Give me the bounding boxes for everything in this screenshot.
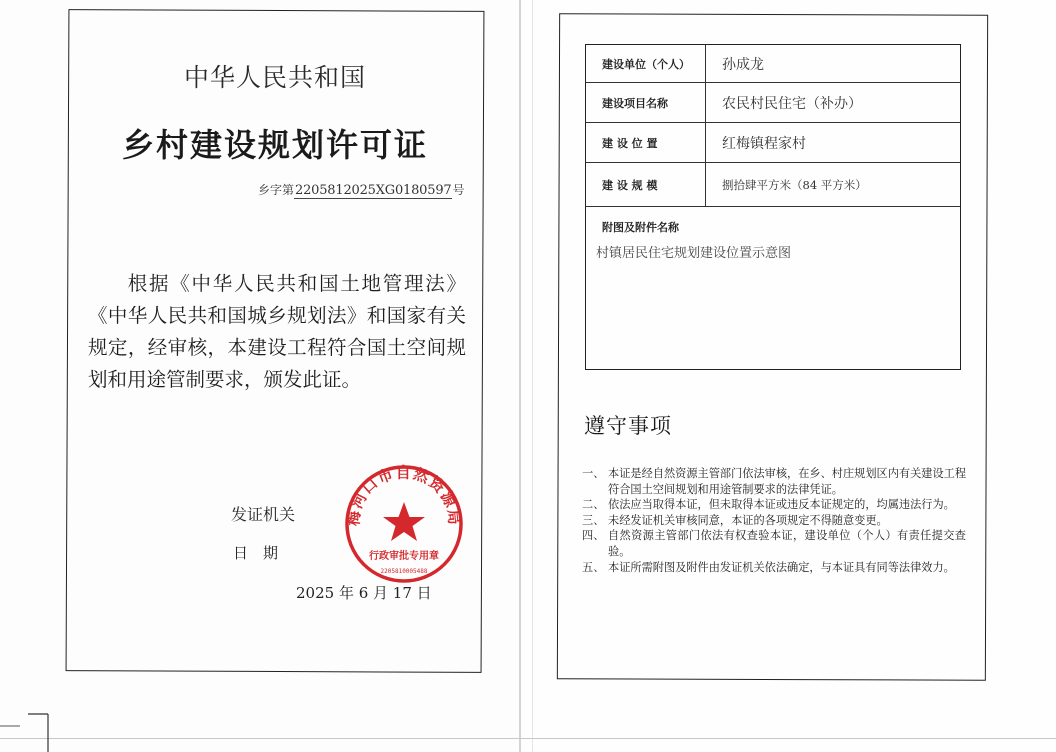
table-row [586, 45, 960, 83]
location-label: 建 设 位 置 [586, 123, 706, 162]
rule-item [582, 528, 966, 559]
date-label-char-1: 日 [233, 544, 249, 562]
builder-value: 孙成龙 [722, 56, 764, 73]
date-label [233, 542, 293, 563]
rule-item [582, 466, 966, 497]
rule-number: 二、 [582, 498, 605, 512]
project-name-value: 农民村民住宅（补办） [722, 95, 862, 112]
issuing-authority-label: 发证机关 [231, 505, 296, 524]
rule-item [582, 513, 966, 529]
rule-number: 一、 [582, 467, 605, 480]
rule-number: 五、 [582, 560, 605, 574]
rule-text: 未经发证机关审核同意，本证的各项规定不得随意变更。 [608, 513, 888, 527]
rule-text: 本证是经自然资源主管部门依法审核，在乡、村庄规划区内有关建设工程符合国土空间规划和用途管制要求的法律凭证。 [608, 467, 967, 496]
seal-star-icon [383, 502, 425, 541]
cert-no-prefix: 乡字第 [258, 183, 295, 197]
country-name: 中华人民共和国 [183, 63, 366, 92]
seal-org-text: 梅河口市自然资源局 [344, 463, 464, 527]
table-row [586, 123, 960, 163]
date-label-char-2: 期 [263, 544, 279, 562]
rules-list [582, 466, 966, 575]
scale-value: 捌拾肆平方米（84 平方米） [722, 177, 867, 192]
page-fold-shadow [532, 0, 533, 752]
location-value: 红梅镇程家村 [722, 135, 806, 152]
document-title: 乡村建设规划许可证 [121, 126, 428, 164]
cert-no-suffix: 号 [452, 183, 465, 197]
attachments-value: 村镇居民住宅规划建设位置示意图 [596, 246, 792, 261]
scan-corner-marks [0, 700, 60, 752]
rule-text: 本证所需附图及附件由发证机关依法确定，与本证具有同等法律效力。 [608, 560, 955, 574]
rule-text: 自然资源主管部门依法有权查验本证，建设单位（个人）有责任提交查验。 [608, 529, 966, 558]
attachments-label: 附图及附件名称 [602, 221, 679, 234]
project-info-table [585, 44, 961, 370]
page-fold [519, 0, 521, 752]
table-row [586, 163, 960, 207]
rule-number: 三、 [582, 513, 605, 527]
official-seal [342, 462, 466, 586]
project-name-label: 建设项目名称 [586, 83, 706, 122]
rule-item [582, 497, 966, 513]
table-row [586, 83, 960, 123]
seal-code: 2205810005488 [380, 568, 428, 575]
builder-label: 建设单位（个人） [586, 45, 706, 82]
certificate-number [258, 181, 464, 198]
rule-number: 四、 [582, 529, 605, 543]
certificate-body [88, 268, 466, 396]
rules-title: 遵守事项 [584, 414, 672, 438]
cert-no-value: 2205812025XG0180597 [295, 183, 452, 198]
rule-item [582, 560, 966, 576]
rule-text: 依法应当取得本证，但未取得本证或违反本证规定的，均属违法行为。 [608, 498, 955, 512]
issue-date: 2025 年 6 月 17 日 [296, 584, 432, 602]
seal-sub-text: 行政审批专用章 [369, 551, 439, 562]
certificate-body-text: 根据《中华人民共和国土地管理法》《中华人民共和国城乡规划法》和国家有关规定，经审核，本建设工程符合国土空间规划和用途管制要求，颁发此证。 [88, 272, 466, 391]
scan-bottom-edge [0, 738, 1056, 739]
scale-label: 建 设 规 模 [586, 163, 706, 206]
